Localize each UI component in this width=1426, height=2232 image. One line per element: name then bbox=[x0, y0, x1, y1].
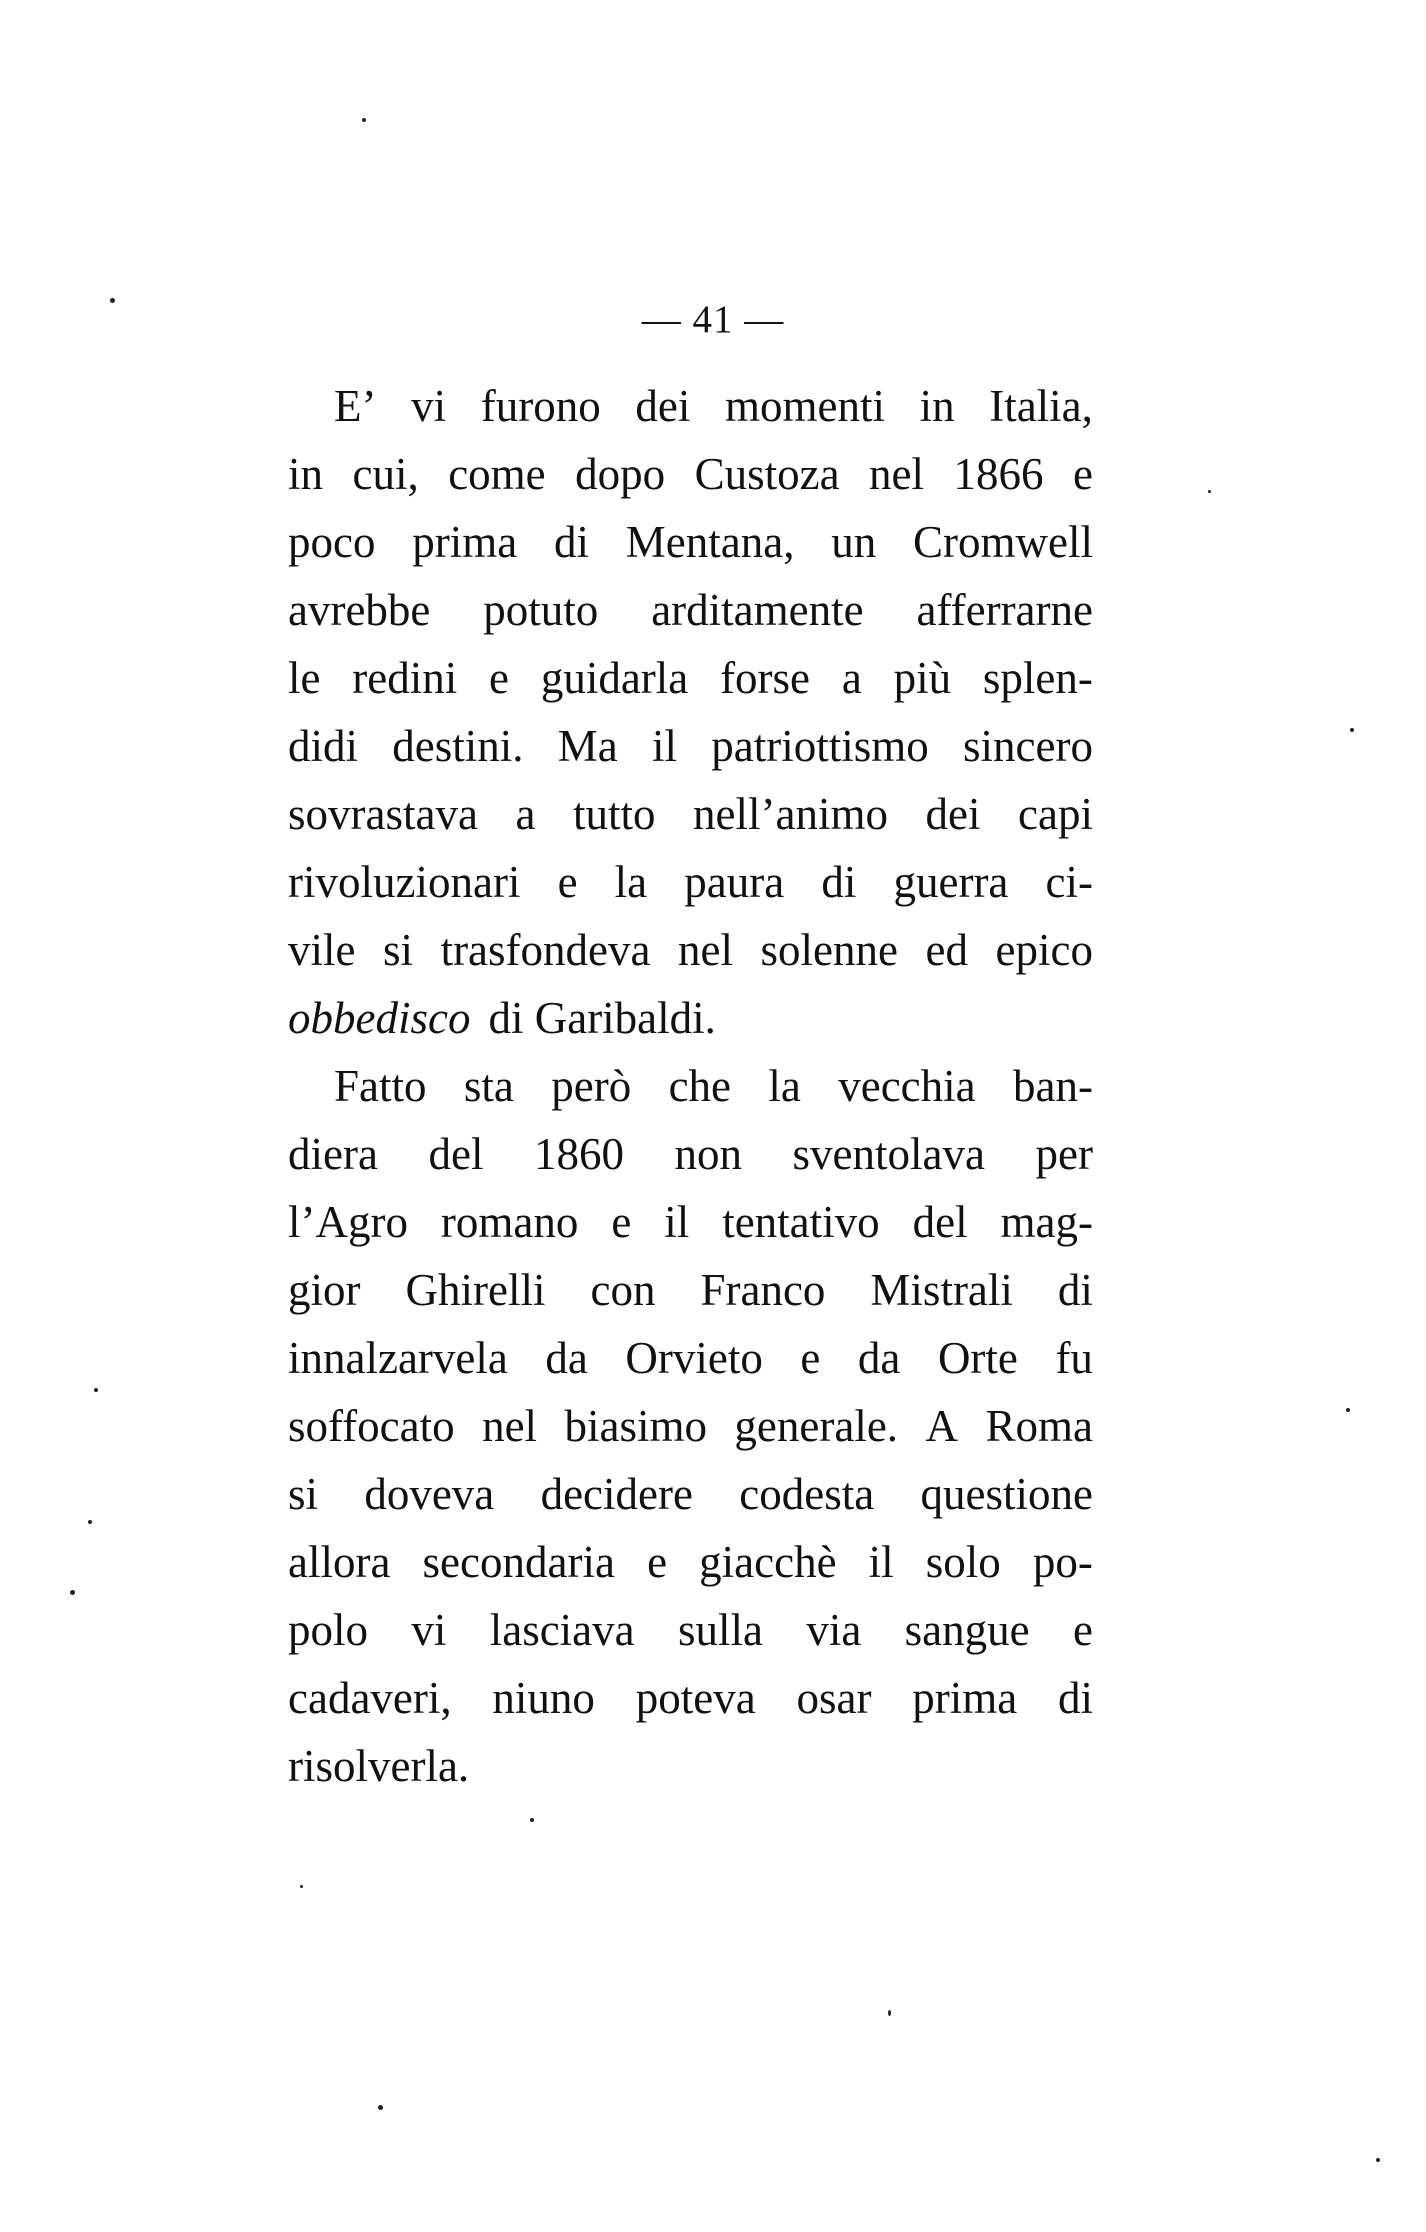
word: allora bbox=[288, 1537, 391, 1587]
word: destini. bbox=[392, 721, 524, 771]
word: dopo bbox=[575, 449, 666, 499]
word: ci- bbox=[1045, 857, 1093, 907]
word: innalzarvela bbox=[288, 1333, 508, 1383]
scan-speck bbox=[1208, 490, 1211, 493]
word: ed bbox=[925, 925, 968, 975]
text-line-last bbox=[288, 984, 1093, 1052]
word: la bbox=[614, 857, 648, 907]
word: vile bbox=[288, 925, 356, 975]
word: e bbox=[647, 1537, 668, 1587]
scan-speck bbox=[110, 298, 115, 303]
text-line bbox=[288, 1392, 1093, 1460]
word: questione bbox=[920, 1469, 1093, 1519]
word: sovrastava bbox=[288, 789, 478, 839]
word: che bbox=[668, 1061, 732, 1111]
word: furono bbox=[480, 381, 601, 431]
word: prima bbox=[412, 517, 518, 567]
word: il bbox=[652, 721, 678, 771]
word: vecchia bbox=[838, 1061, 976, 1111]
word: capi bbox=[1018, 789, 1093, 839]
word: di bbox=[553, 517, 589, 567]
scan-speck bbox=[88, 1520, 92, 1524]
word: 1860 bbox=[533, 1129, 624, 1179]
word: momenti bbox=[724, 381, 885, 431]
word: come bbox=[448, 449, 546, 499]
word: avrebbe bbox=[288, 585, 431, 635]
word: gior bbox=[288, 1265, 361, 1315]
word: cui, bbox=[352, 449, 419, 499]
word: solo bbox=[925, 1537, 1001, 1587]
word: di bbox=[821, 857, 857, 907]
text-line bbox=[288, 1052, 1093, 1120]
word: e bbox=[1072, 1605, 1093, 1655]
word: decidere bbox=[540, 1469, 693, 1519]
word: nel bbox=[678, 925, 733, 975]
word: lasciava bbox=[489, 1605, 635, 1655]
word: niuno bbox=[492, 1673, 595, 1723]
text-line bbox=[288, 916, 1093, 984]
text-line bbox=[288, 848, 1093, 916]
word: un bbox=[831, 517, 877, 567]
word: generale. bbox=[734, 1401, 899, 1451]
word: guerra bbox=[893, 857, 1009, 907]
line-text: risolverla. bbox=[288, 1741, 470, 1791]
word: e bbox=[489, 653, 510, 703]
body-text bbox=[288, 372, 1093, 1800]
word: da bbox=[857, 1333, 901, 1383]
word: Orvieto bbox=[625, 1333, 763, 1383]
word: potuto bbox=[483, 585, 599, 635]
text-line-last bbox=[288, 1732, 1093, 1800]
word: Mistrali bbox=[870, 1265, 1013, 1315]
text-line bbox=[288, 780, 1093, 848]
word: in bbox=[919, 381, 955, 431]
scan-speck bbox=[888, 2010, 891, 2016]
word: il bbox=[868, 1537, 894, 1587]
word: romano bbox=[440, 1197, 579, 1247]
word: vi bbox=[411, 381, 447, 431]
word: doveva bbox=[364, 1469, 495, 1519]
word: Orte bbox=[937, 1333, 1018, 1383]
word: mag- bbox=[1000, 1197, 1093, 1247]
text-line bbox=[288, 508, 1093, 576]
word: per bbox=[1035, 1129, 1093, 1179]
scan-speck bbox=[94, 1388, 98, 1392]
word: afferrarne bbox=[916, 585, 1093, 635]
word: polo bbox=[288, 1605, 369, 1655]
word: Franco bbox=[700, 1265, 826, 1315]
word: del bbox=[428, 1129, 484, 1179]
text-line bbox=[288, 372, 1093, 440]
text-line bbox=[288, 1460, 1093, 1528]
scan-speck bbox=[70, 1590, 75, 1595]
word: ban- bbox=[1012, 1061, 1093, 1111]
text-line bbox=[288, 1256, 1093, 1324]
word: trasfondeva bbox=[440, 925, 651, 975]
word: rivoluzionari bbox=[288, 857, 521, 907]
word: vi bbox=[411, 1605, 447, 1655]
word: Custoza bbox=[694, 449, 840, 499]
word: Fatto bbox=[334, 1061, 427, 1111]
text-line bbox=[288, 1596, 1093, 1664]
line-text: di Garibaldi. bbox=[488, 993, 716, 1043]
word: dei bbox=[925, 789, 981, 839]
word: si bbox=[383, 925, 414, 975]
word: Italia, bbox=[989, 381, 1093, 431]
text-line bbox=[288, 1664, 1093, 1732]
text-line bbox=[288, 1324, 1093, 1392]
text-line bbox=[288, 1120, 1093, 1188]
word: e bbox=[800, 1333, 821, 1383]
word: prima bbox=[912, 1673, 1018, 1723]
word: paura bbox=[684, 857, 785, 907]
word: solenne bbox=[760, 925, 898, 975]
scan-speck bbox=[1346, 1408, 1350, 1412]
word: Ghirelli bbox=[405, 1265, 546, 1315]
word: E’ bbox=[334, 381, 377, 431]
word: e bbox=[1072, 449, 1093, 499]
word: in bbox=[288, 449, 324, 499]
text-line bbox=[288, 1188, 1093, 1256]
text-line bbox=[288, 644, 1093, 712]
word: Mentana, bbox=[625, 517, 795, 567]
scan-speck bbox=[362, 118, 366, 122]
word: sta bbox=[463, 1061, 514, 1111]
word: Cromwell bbox=[912, 517, 1093, 567]
word: patriottismo bbox=[711, 721, 929, 771]
word: guidarla bbox=[540, 653, 689, 703]
word: codesta bbox=[739, 1469, 875, 1519]
word: po- bbox=[1032, 1537, 1093, 1587]
text-line bbox=[288, 440, 1093, 508]
word: didi bbox=[288, 721, 359, 771]
word: Ma bbox=[557, 721, 618, 771]
word: tutto bbox=[572, 789, 656, 839]
word: sangue bbox=[904, 1605, 1030, 1655]
word: 1866 bbox=[953, 449, 1044, 499]
word: però bbox=[551, 1061, 632, 1111]
word: osar bbox=[796, 1673, 872, 1723]
word: fu bbox=[1055, 1333, 1093, 1383]
word: via bbox=[806, 1605, 862, 1655]
scan-speck bbox=[530, 1818, 534, 1822]
word: più bbox=[893, 653, 952, 703]
word: soffocato bbox=[288, 1401, 455, 1451]
text-line bbox=[288, 576, 1093, 644]
word: sulla bbox=[677, 1605, 763, 1655]
word: e bbox=[557, 857, 578, 907]
word: splen- bbox=[982, 653, 1093, 703]
word: poco bbox=[288, 517, 376, 567]
word: sincero bbox=[963, 721, 1093, 771]
word: arditamente bbox=[651, 585, 864, 635]
word: secondaria bbox=[422, 1537, 615, 1587]
word: il bbox=[664, 1197, 690, 1247]
word: A bbox=[925, 1401, 958, 1451]
word: e bbox=[611, 1197, 632, 1247]
scan-speck bbox=[378, 2105, 383, 2110]
page-number: — 41 — bbox=[641, 298, 785, 341]
word: tentativo bbox=[722, 1197, 880, 1247]
word: si bbox=[288, 1469, 319, 1519]
word: di bbox=[1057, 1673, 1093, 1723]
word: nell’animo bbox=[693, 789, 888, 839]
word: diera bbox=[288, 1129, 378, 1179]
word: redini bbox=[352, 653, 458, 703]
word: con bbox=[590, 1265, 656, 1315]
text-line bbox=[288, 712, 1093, 780]
word: non bbox=[674, 1129, 743, 1179]
word: cadaveri, bbox=[288, 1673, 452, 1723]
word: a bbox=[841, 653, 862, 703]
word: la bbox=[768, 1061, 801, 1111]
word: le bbox=[288, 653, 321, 703]
word: epico bbox=[995, 925, 1093, 975]
word: poteva bbox=[635, 1673, 756, 1723]
word: Roma bbox=[985, 1401, 1093, 1451]
word: da bbox=[545, 1333, 588, 1383]
scan-speck bbox=[1376, 2158, 1380, 2162]
word: dei bbox=[635, 381, 691, 431]
word: del bbox=[912, 1197, 968, 1247]
word: di bbox=[1057, 1265, 1093, 1315]
word: sventolava bbox=[792, 1129, 985, 1179]
italic-word: obbedisco bbox=[288, 993, 471, 1043]
scan-speck bbox=[300, 1885, 303, 1888]
word: nel bbox=[869, 449, 925, 499]
word: nel bbox=[482, 1401, 538, 1451]
word: biasimo bbox=[564, 1401, 707, 1451]
word: forse bbox=[720, 653, 811, 703]
word: l’Agro bbox=[288, 1197, 408, 1247]
text-line bbox=[288, 1528, 1093, 1596]
scan-speck bbox=[1350, 728, 1354, 732]
word: giacchè bbox=[699, 1537, 837, 1587]
word: a bbox=[515, 789, 536, 839]
